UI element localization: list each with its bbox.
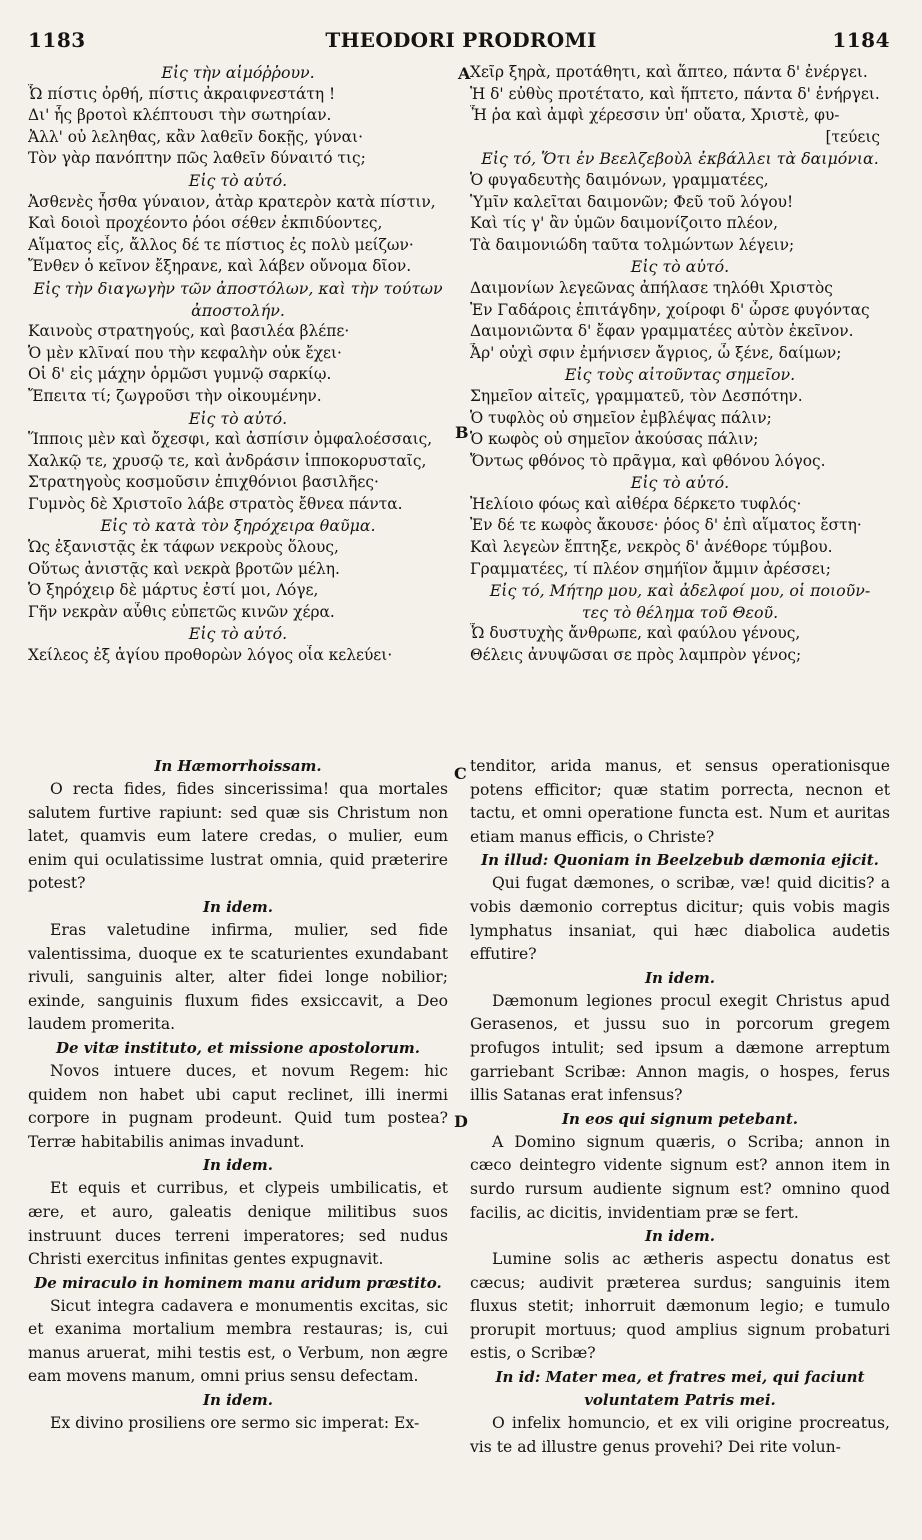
- section-heading: Εἰς τὸ αὐτό.: [630, 257, 730, 277]
- paragraph: tenditor, arida manus, et sensus operationisque potens efficitor; quæ statim porrecta, necnon et tactu, et omni operatione functa est. Num et auritas etiam manus efficis, o Christe?: [470, 757, 890, 846]
- paragraph: Eras valetudine infirma, mulier, sed fide valentissima, duoque ex te scaturientes exundabant rivuli, sanguinis alter, alter fidei longe nobilior; exinde, sanguinis fluxum fides exsiccavit, a Deo laudem promerita.: [28, 920, 448, 1034]
- section-heading: Εἰς τὸ αὐτό.: [188, 170, 288, 190]
- verse-line: Καὶ λεγεὼν ἔπτηξε, νεκρὸς δ' ἀνέθορε τύμβου.: [470, 538, 833, 557]
- page-number-right: 1184: [832, 28, 890, 52]
- paragraph: Sicut integra cadavera e monumentis excitas, sic et exanima mortalium membra restauras; is, cui manus aruerat, mihi testis est, o Verbum, non ægre eam movens manum, omni prius sensu defectam.: [28, 1296, 448, 1386]
- margin-letter-b: B: [455, 423, 469, 442]
- section-heading: In eos qui signum petebant.: [562, 1109, 798, 1128]
- verse-line: Ὄντως φθόνος τὸ πρᾶγμα, καὶ φθόνου λόγος.: [470, 451, 826, 470]
- verse-line: Χεῖρ ξηρὰ, προτάθητι, καὶ ἅπτεο, πάντα δ' ἐνέργει.: [470, 63, 868, 81]
- section-heading: In idem.: [203, 1156, 273, 1175]
- paragraph: Novos intuere duces, et novum Regem: hic quidem non habet ubi caput reclinet, illi inermi corpore in pugnam prodeunt. Quid tum postea? Terræ habitabilis animas invadunt.: [28, 1061, 448, 1151]
- section-heading: In idem.: [203, 1391, 273, 1410]
- margin-letter-c: C: [454, 764, 467, 783]
- latin-column-left: [28, 755, 448, 1436]
- section-heading: Εἰς τὸ αὐτό.: [188, 408, 288, 428]
- section-heading: Εἰς τοὺς αἰτοῦντας σημεῖον.: [564, 365, 796, 385]
- verse-line: Γυμνὸς δὲ Χριστοῖο λάβε στρατὸς ἔθνεα πάντα.: [28, 494, 403, 513]
- verse-line: Ἵπποις μὲν καὶ ὄχεσφι, καὶ ἀσπίσιν ὀμφαλοέσσαις,: [28, 430, 433, 449]
- verse-line: Γῆν νεκρὰν αὖθις εὐπετῶς κινῶν χέρα.: [28, 602, 335, 621]
- verse-line: Ἡ δ' εὐθὺς προτέτατο, καὶ ἥπτετο, πάντα δ' ἐνήργει.: [470, 84, 880, 103]
- section-heading: Εἰς τὸ αὐτό.: [188, 624, 288, 644]
- verse-line: Καὶ δοιοὶ προχέοντο ῥόοι σέθεν ἐκπιδύοντες,: [28, 214, 383, 233]
- latin-column-right: [470, 755, 890, 1459]
- running-header: [0, 28, 922, 58]
- verse-line: Ὁ τυφλὸς οὐ σημεῖον ἐμβλέψας πάλιν;: [470, 408, 772, 427]
- verse-line: Ἔπειτα τί; ζωγροῦσι τὴν οἰκουμένην.: [28, 386, 322, 405]
- paragraph: O infelix homuncio, et ex vili origine procreatus, vis te ad illustre genus provehi? Dei rite volun-: [470, 1414, 890, 1456]
- section-heading: In illud: Quoniam in Beelzebub dæmonia ejicit.: [481, 851, 879, 870]
- verse-line: Σημεῖον αἰτεῖς, γραμματεῦ, τὸν Δεσπότην.: [470, 386, 803, 405]
- verse-line: Καὶ τίς γ' ἂν ὑμῶν δαιμονίζοιτο πλέον,: [470, 214, 779, 233]
- section-heading: De miraculo in hominem manu aridum præstito.: [34, 1273, 442, 1292]
- section-heading: Εἰς τό, Ὅτι ἐν Βεελζεβοὺλ ἐκβάλλει τὰ δαιμόνια.: [481, 149, 879, 169]
- paragraph: Lumine solis ac ætheris aspectu donatus est cæcus; audivit præterea surdus; sanguinis item fluxus stetit; inhorruit dæmonum legio; e tumulo prorupit mortuus; quod amplius signum probaturi estis, o Scribæ?: [470, 1250, 890, 1363]
- section-heading: Εἰς τὸ αὐτό.: [630, 473, 730, 493]
- verse-line: Γραμματέες, τί πλέον σημήϊον ἄμμιν ἀρέσσει;: [470, 559, 831, 578]
- section-heading: Εἰς τὴν αἱμόῤῥουν.: [161, 63, 315, 82]
- section-heading: In idem.: [645, 968, 715, 987]
- verse-line: Ἠελίοιο φόως καὶ αἰθέρα δέρκετο τυφλός·: [470, 494, 802, 513]
- verse-line: Καινοὺς στρατηγούς, καὶ βασιλέα βλέπε·: [28, 322, 350, 341]
- verse-line: Οἱ δ' εἰς μάχην ὁρμῶσι γυμνῷ σαρκίῳ.: [28, 365, 332, 384]
- verse-line: Ὁ μὲν κλῖναί που τὴν κεφαλὴν οὐκ ἔχει·: [28, 343, 342, 362]
- verse-line: Τὰ δαιμονιώδη ταῦτα τολμώντων λέγειν;: [470, 235, 795, 254]
- verse-line-continuation: [τεύεις: [825, 127, 880, 146]
- verse-line: Ὡς ἐξανιστᾷς ἐκ τάφων νεκροὺς ὅλους,: [28, 538, 339, 557]
- verse-line: Τὸν γὰρ πανόπτην πῶς λαθεῖν δύναιτό τις;: [28, 149, 366, 168]
- verse-line: Ἐν Γαδάροις ἐπιτάγδην, χοίροφι δ' ὦρσε φυγόντας: [470, 300, 870, 319]
- verse-line: Χείλεος ἐξ ἁγίου προθορὼν λόγος οἷα κελεύει·: [28, 646, 393, 665]
- section-heading: In idem.: [645, 1227, 715, 1246]
- margin-letter-d: D: [454, 1112, 468, 1131]
- paragraph: Ex divino prosiliens ore sermo sic imperat: Ex-: [50, 1414, 420, 1433]
- paragraph: O recta fides, fides sincerissima! qua mortales salutem furtive rapiunt: sed quæ sis Christum non latet, quamvis eum latere credas, o mulier, eum enim qui oculatissime lustrat omnia, quid præterire potest?: [28, 780, 448, 893]
- verse-line: Ἆρ' οὐχὶ σφιν ἐμήνισεν ἄγριος, ὦ ξένε, δαίμων;: [470, 343, 842, 362]
- section-heading: De vitæ instituto, et missione apostolorum.: [56, 1038, 420, 1057]
- paragraph: Dæmonum legiones procul exegit Christus apud Gerasenos, et jussu suo in porcorum gregem profugos intulit; sed ipsum a dæmone arreptum garriebant Scribæ: Annon magis, o hospes, ferus illis Satanas erat infensus?: [470, 991, 890, 1105]
- section-heading: Εἰς τό, Μήτηρ μου, καὶ ἀδελφοί μου, οἱ ποιοῦν-: [489, 581, 871, 601]
- verse-line: Ἀσθενὲς ἦσθα γύναιον, ἀτὰρ κρατερὸν κατὰ πίστιν,: [28, 192, 436, 211]
- verse-line: Ὁ ξηρόχειρ δὲ μάρτυς ἐστί μοι, Λόγε,: [28, 581, 319, 600]
- greek-column-left: [28, 62, 448, 667]
- section-heading: In id: Mater mea, et fratres mei, qui faciunt voluntatem Patris mei.: [495, 1368, 865, 1410]
- section-heading: ἀποστολήν.: [191, 300, 285, 320]
- section-heading: In Hæmorrhoissam.: [154, 757, 322, 775]
- verse-line: Ἀλλ' οὐ λεληθας, κἂν λαθεῖν δοκῇς, γύναι·: [28, 127, 363, 146]
- verse-line: Δι' ἧς βροτοὶ κλέπτουσι τὴν σωτηρίαν.: [28, 106, 332, 125]
- paragraph: Qui fugat dæmones, o scribæ, væ! quid dicitis? a vobis dæmonio correptus dicitur; quis vobis magis lymphatus insaniat, qui hæc diabolica audetis effutire?: [470, 874, 890, 964]
- verse-line: Θέλεις ἀνυψῶσαι σε πρὸς λαμπρὸν γένος;: [470, 646, 802, 665]
- verse-line: Ἔνθεν ὁ κεῖνον ἔξηρανε, καὶ λάβεν οὔνομα δῖον.: [28, 257, 412, 276]
- verse-line: Χαλκῷ τε, χρυσῷ τε, καὶ ἀνδράσιν ἱπποκορυσταῖς,: [28, 451, 427, 470]
- verse-line: Αἵματος εἷς, ἄλλος δέ τε πίστιος ἐς πολὺ μείζων·: [28, 235, 414, 254]
- verse-line: Ἦ ῥα καὶ ἀμφὶ χέρεσσιν ὑπ' οὔατα, Χριστὲ, φυ-: [470, 106, 840, 125]
- verse-line: Ὦ δυστυχὴς ἄνθρωπε, καὶ φαύλου γένους,: [470, 624, 801, 643]
- verse-line: Δαιμονίων λεγεῶνας ἀπήλασε τηλόθι Χριστὸς: [470, 278, 833, 297]
- verse-line: Οὕτως ἀνιστᾷς καὶ νεκρὰ βροτῶν μέλη.: [28, 559, 340, 578]
- verse-line: Ὦ πίστις ὀρθή, πίστις ἀκραιφνεστάτη !: [28, 84, 336, 103]
- greek-column-right: [470, 62, 890, 667]
- verse-line: Δαιμονιῶντα δ' ἔφαν γραμματέες αὐτὸν ἐκεῖνον.: [470, 322, 854, 341]
- verse-line: Ὁ κωφὸς οὐ σημεῖον ἀκούσας πάλιν;: [470, 430, 759, 449]
- verse-line: Ὑμῖν καλεῖται δαιμονῶν; Φεῦ τοῦ λόγου!: [470, 192, 794, 211]
- paragraph: Et equis et curribus, et clypeis umbilicatis, et ære, et auro, galeatis denique militibus suos instruunt duces terreni imperatores; sed nudus Christi exercitus infinitas gentes expugnavit.: [28, 1179, 448, 1269]
- section-heading: Εἰς τὴν διαγωγὴν τῶν ἀποστόλων, καὶ τὴν τούτων: [33, 278, 443, 298]
- section-heading: τες τὸ θέλημα τοῦ Θεοῦ.: [581, 602, 779, 622]
- page-number-left: 1183: [28, 28, 86, 52]
- verse-line: Ὁ φυγαδευτὴς δαιμόνων, γραμματέες,: [470, 170, 769, 189]
- verse-line: Ἐν δέ τε κωφὸς ἄκουσε· ῥόος δ' ἐπὶ αἵματος ἔστη·: [470, 516, 862, 535]
- section-heading: In idem.: [203, 897, 273, 916]
- verse-line: Στρατηγοὺς κοσμοῦσιν ἐπιχθόνιοι βασιλῆες·: [28, 473, 379, 492]
- running-title: THEODORI PRODROMI: [325, 28, 597, 52]
- section-heading: Εἰς τὸ κατὰ τὸν ξηρόχειρα θαῦμα.: [100, 516, 376, 536]
- margin-letter-a: A: [458, 64, 471, 83]
- paragraph: A Domino signum quæris, o Scriba; annon in cæco deintegro vidente signum est? annon item in surdo rursum audiente signum est? omnino quod facilis, ac dicitis, invidentiam præ se fert.: [470, 1132, 890, 1222]
